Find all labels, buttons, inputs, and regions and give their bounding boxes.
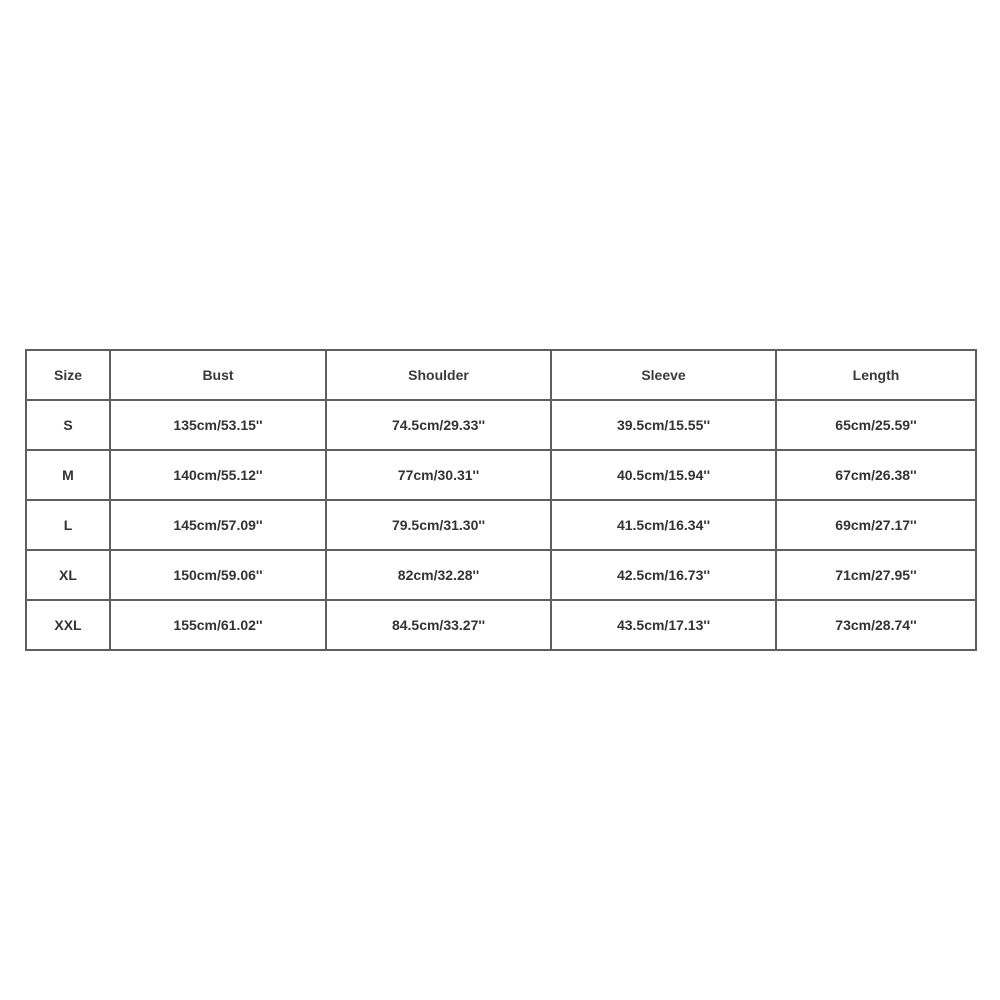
table-row: [26, 400, 976, 450]
header-size: Size: [26, 350, 110, 400]
length-cell: 73cm/28.74'': [776, 600, 976, 650]
header-bust: Bust: [110, 350, 326, 400]
sleeve-cell: 41.5cm/16.34'': [551, 500, 776, 550]
bust-cell: 155cm/61.02'': [110, 600, 326, 650]
size-cell: M: [26, 450, 110, 500]
size-chart-table: [25, 349, 977, 651]
header-length: Length: [776, 350, 976, 400]
length-cell: 69cm/27.17'': [776, 500, 976, 550]
shoulder-cell: 74.5cm/29.33'': [326, 400, 551, 450]
table-row: [26, 500, 976, 550]
size-cell: XL: [26, 550, 110, 600]
table-row: [26, 600, 976, 650]
shoulder-cell: 82cm/32.28'': [326, 550, 551, 600]
shoulder-cell: 79.5cm/31.30'': [326, 500, 551, 550]
bust-cell: 150cm/59.06'': [110, 550, 326, 600]
size-cell: L: [26, 500, 110, 550]
size-cell: S: [26, 400, 110, 450]
sleeve-cell: 39.5cm/15.55'': [551, 400, 776, 450]
header-shoulder: Shoulder: [326, 350, 551, 400]
shoulder-cell: 77cm/30.31'': [326, 450, 551, 500]
table-row: [26, 450, 976, 500]
bust-cell: 145cm/57.09'': [110, 500, 326, 550]
sleeve-cell: 42.5cm/16.73'': [551, 550, 776, 600]
length-cell: 71cm/27.95'': [776, 550, 976, 600]
header-sleeve: Sleeve: [551, 350, 776, 400]
size-cell: XXL: [26, 600, 110, 650]
bust-cell: 135cm/53.15'': [110, 400, 326, 450]
table-row: [26, 550, 976, 600]
length-cell: 67cm/26.38'': [776, 450, 976, 500]
shoulder-cell: 84.5cm/33.27'': [326, 600, 551, 650]
sleeve-cell: 40.5cm/15.94'': [551, 450, 776, 500]
bust-cell: 140cm/55.12'': [110, 450, 326, 500]
sleeve-cell: 43.5cm/17.13'': [551, 600, 776, 650]
table-header-row: [26, 350, 976, 400]
length-cell: 65cm/25.59'': [776, 400, 976, 450]
